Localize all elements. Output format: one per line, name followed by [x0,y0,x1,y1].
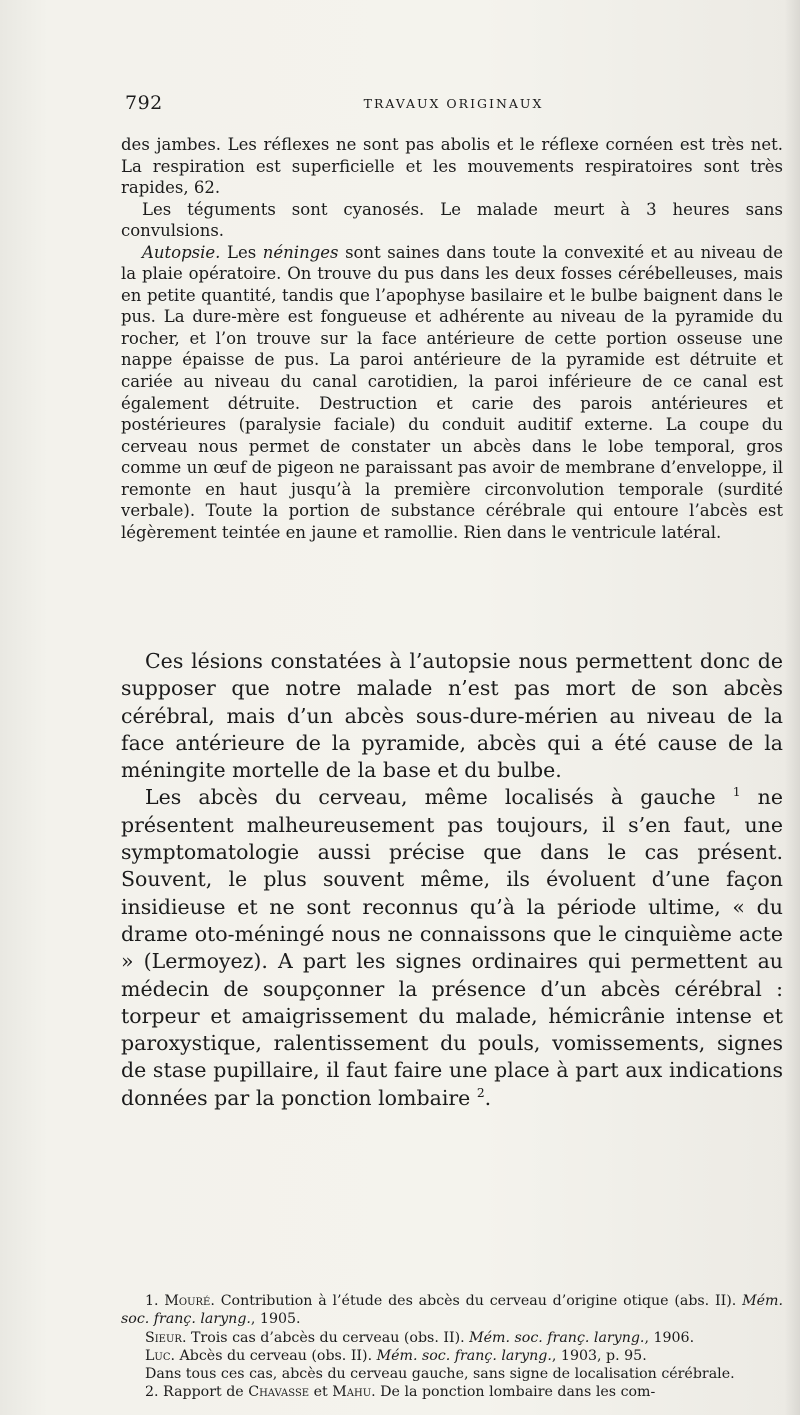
paragraph-teguments: Les téguments sont cyanosés. Le malade meurt à 3 heures sans convulsions. [121,199,783,241]
page-header [125,92,782,122]
footnote-author: Mouré [164,1293,211,1309]
footnote-year: , 1905. [250,1311,301,1328]
paragraph-autopsie [121,242,783,544]
footnote-year: , 1906. [644,1329,695,1346]
footnote-author: Sieur [145,1329,182,1346]
footnote-summary: Dans tous ces cas, abcès du cerveau gauche, sans signe de localisation cérébrale. [145,1366,735,1383]
abces-text-end: . [484,1085,492,1110]
footnote-text: et [309,1384,333,1401]
footnote-year: , 1903, p. 95. [551,1347,647,1364]
autopsie-text-a: Les [220,242,263,262]
footnote-author: Mahu [332,1384,372,1401]
paragraph-continued: des jambes. Les réflexes ne sont pas abolis et le réflexe cornéen est très net. La respiration est superficielle et les mouvements respiratoires sont très rapides, 62. [121,135,783,198]
footnote-text: Rapport de [158,1384,249,1401]
abces-text-a: Les abcès du cerveau, même localisés à gauche [145,785,733,810]
case-report-text [121,134,783,543]
autopsie-italic-word: néninges [262,242,339,262]
footnote-journal: Mém. soc. franç. laryng. [376,1347,552,1364]
footnote-number: 2. [145,1384,159,1401]
autopsie-text-b: sont saines dans toute la convexité et au niveau de la plaie opératoire. On trouve du pus dans les deux fosses cérébelleuses, mais en petite quantité, tandis que l’apophyse basilaire et le bulbe baignent dans le pus. La dure-mère est fongueuse et adhérente au niveau de la pyramide du rocher, et l’on trouve sur la face antérieure de cette portion osseuse une nappe épaisse de pus. La paroi antérieure de la pyramide est détruite et cariée au niveau du canal carotidien, la paroi inférieure de ce canal est également détruite. Destruction et carie des parois antérieures et postérieures (paralysie faciale) du conduit auditif externe. La coupe du cerveau nous permet de constater un abcès dans le lobe temporal, gros comme un œuf de pigeon ne paraissant pas avoir de membrane d’enveloppe, il remonte en haut jusqu’à la première circonvolution temporale (surdité verbale). Toute la portion de substance cérébrale qui entoure l’abcès est légèrement teintée en jaune et ramollie. Rien dans le ventricule latéral. [121,242,784,542]
footnote-text: . Contribution à l’étude des abcès du cerveau d’origine otique (abs. II). [210,1293,743,1309]
footnote-chavasse [121,1383,783,1401]
footnote-moure [121,1292,783,1329]
autopsie-label: Autopsie. [142,242,221,262]
footnotes [121,1292,783,1402]
footnote-text: . De la ponction lombaire dans les com- [371,1384,656,1401]
footnote-journal: Mém. soc. franç. laryng. [469,1329,645,1346]
footnote-text: . Abcès du cerveau (obs. II). [170,1347,377,1364]
footnote-luc [121,1347,783,1365]
page-number: 792 [125,92,163,114]
footnote-ref-1: 1 [732,785,741,800]
page-edge-shadow [784,0,800,1415]
footnote-ref-2: 2 [476,1085,485,1100]
footnote-sieur [121,1329,783,1347]
paragraph-lesions: Ces lésions constatées à l’autopsie nous permettent donc de supposer que notre malade n’est pas mort de son abcès cérébral, mais d’un abcès sous-dure-mérien au niveau de la face antérieure de la pyramide, abcès qui a été cause de la méningite mortelle de la base et du bulbe. [121,649,783,783]
abces-text-b: ne présentent malheureusement pas toujours, il s’en faut, une symptomatologie aussi précise que dans le cas présent. Souvent, le plus souvent même, ils évoluent d’une façon insidieuse et ne sont reconnus qu’à la période ultime, « du drame oto-méningé nous ne connaissons que le cinquième acte » (Lermoyez). A part les signes ordinaires qui permettent au médecin de soupçonner la présence d’un abcès cérébral : torpeur et amaigrissement du malade, hémicrânie intense et paroxystique, ralentissement du pouls, vomissements, signes de stase pupillaire, il faut faire une place à part aux indications données par la ponction lombaire [121,785,783,1110]
running-title: TRAVAUX ORIGINAUX [363,96,544,111]
footnote-author: Chavasse [248,1384,310,1401]
discussion-text [121,648,783,1112]
footnote-author: Luc [145,1347,171,1364]
footnote-number: 1. [145,1293,159,1309]
paragraph-abces [121,784,783,1112]
footnote-text: . Trois cas d’abcès du cerveau (obs. II). [181,1329,470,1346]
footnote-journal: Mém. soc. franç. laryng. [121,1293,783,1328]
